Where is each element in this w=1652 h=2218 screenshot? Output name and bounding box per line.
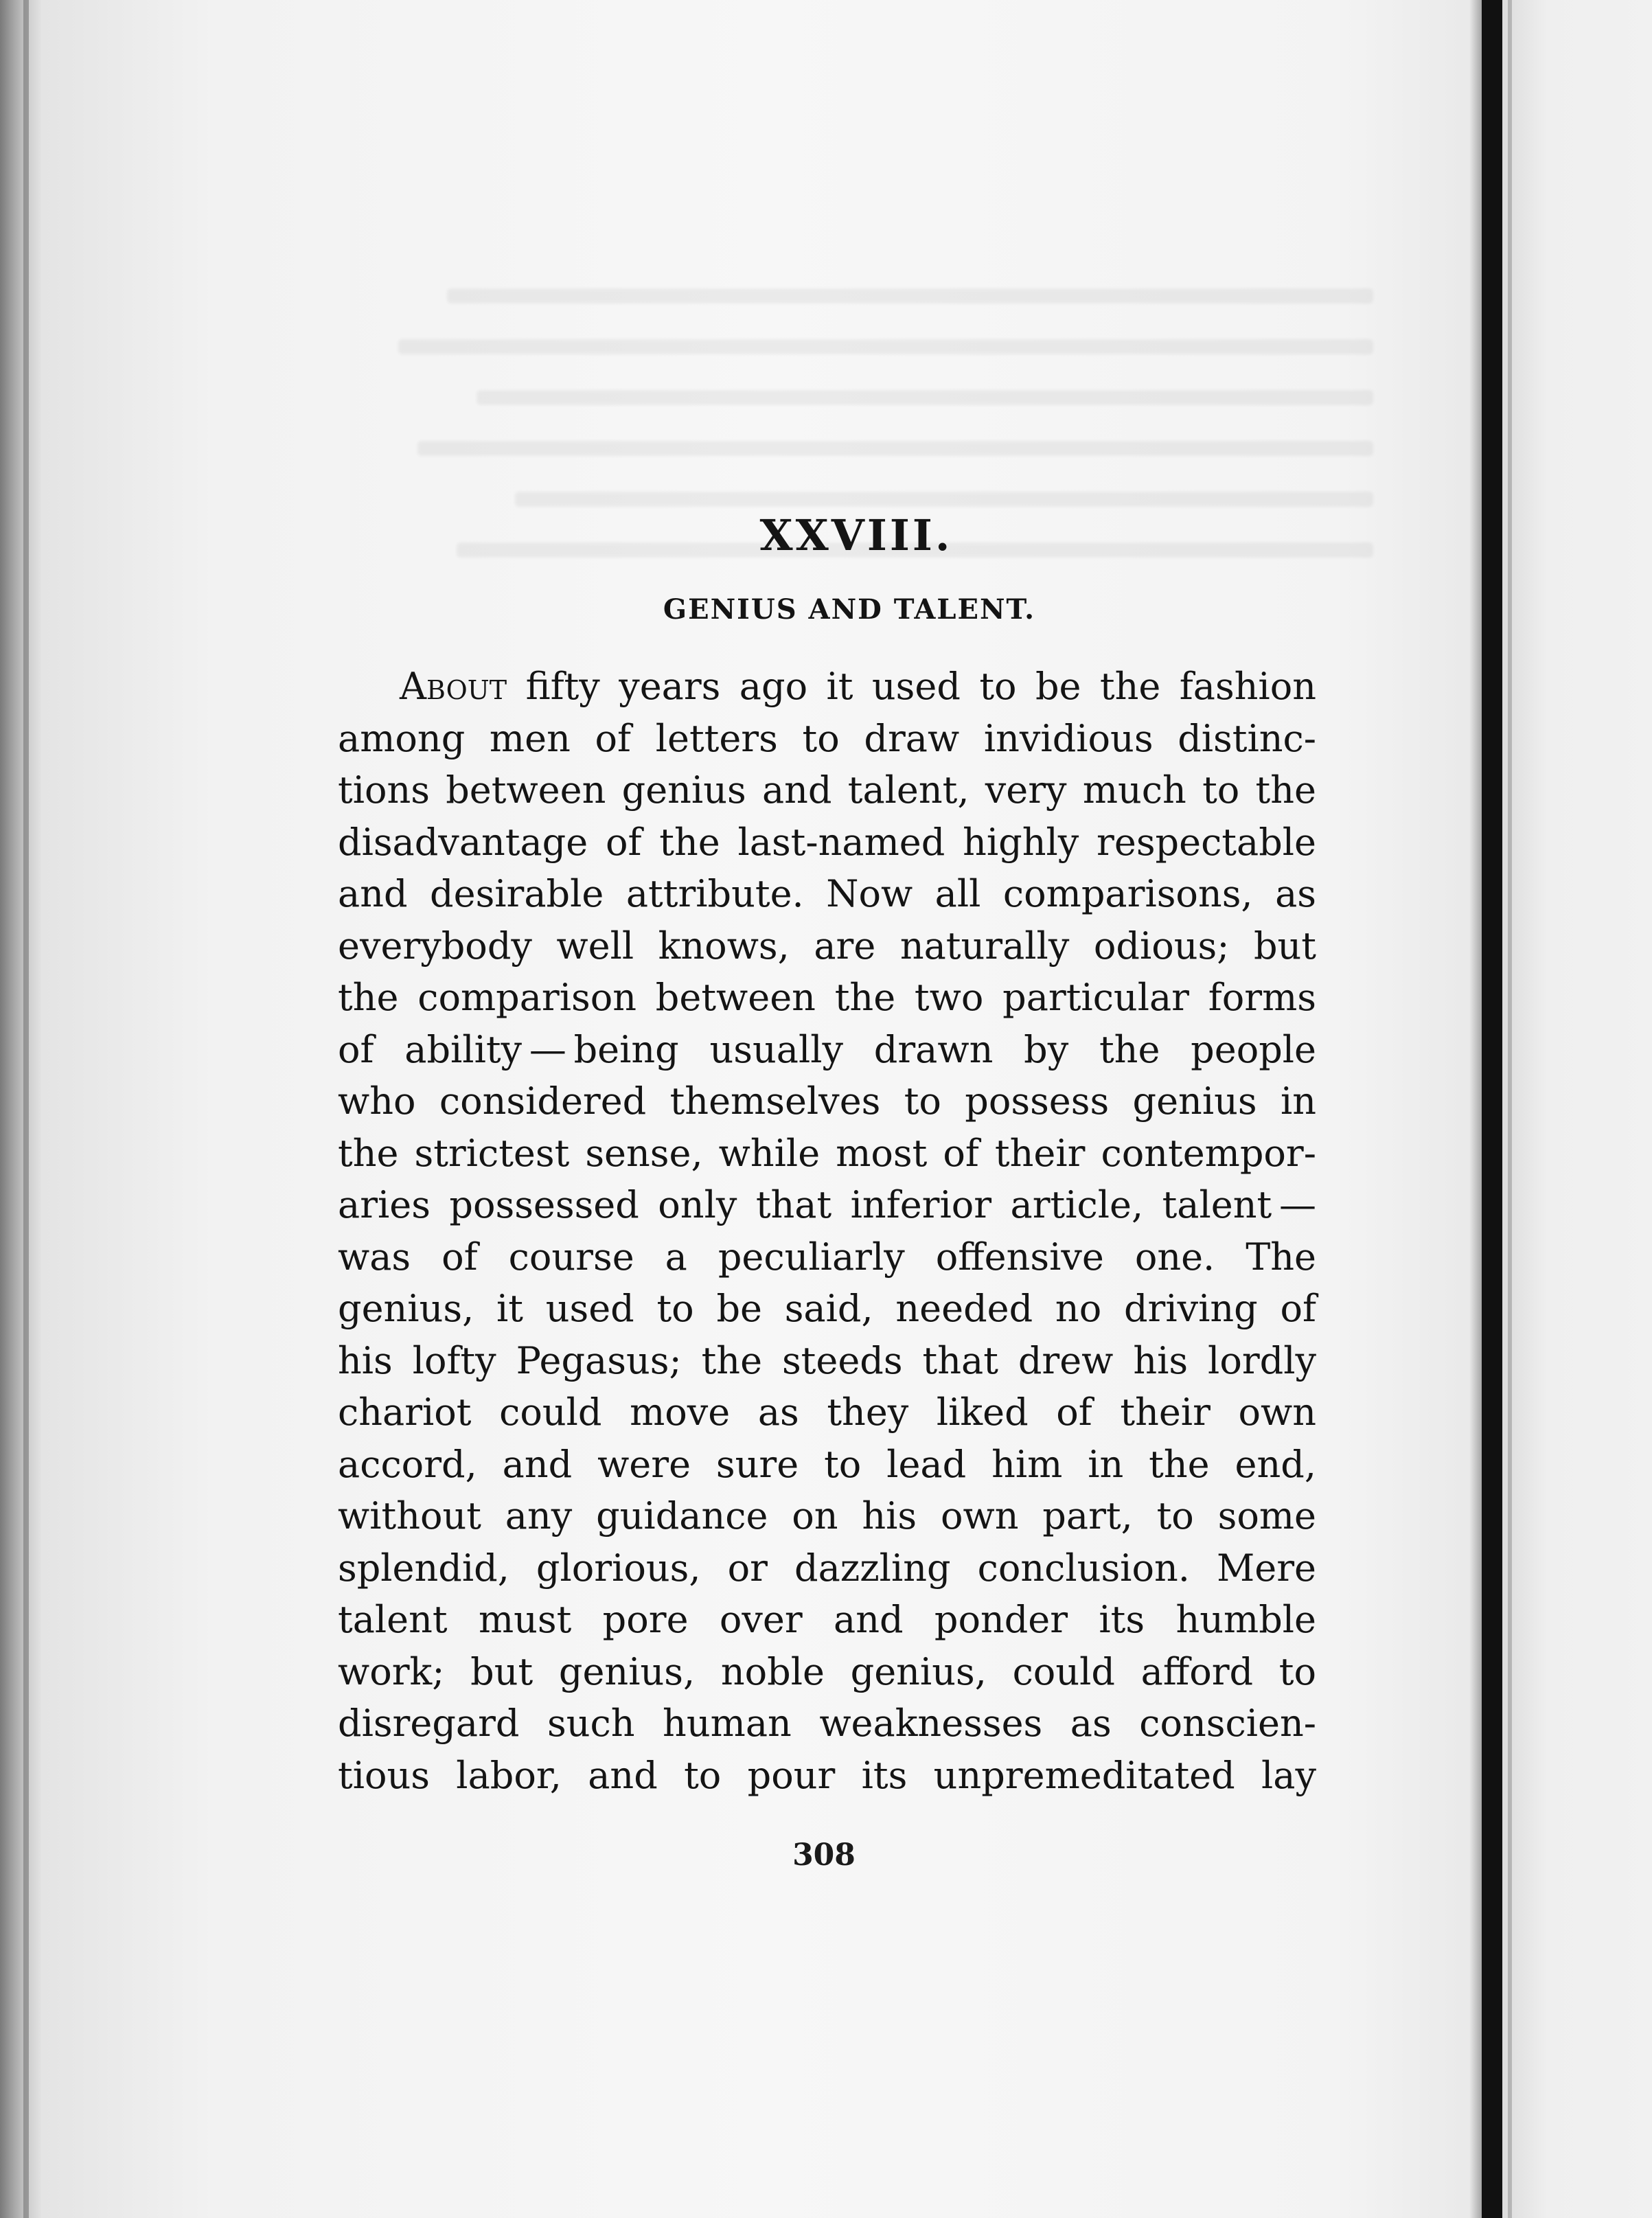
text-line: his lofty Pegasus; the steeds that drew his lordly [338,1338,1316,1382]
text-line: disregard such human weaknesses as conscien- [338,1702,1316,1745]
text-line: the comparison between the two particular forms [338,976,1316,1019]
text-line: among men of letters to draw invidious distinc- [338,716,1316,760]
text-line: talent must pore over and ponder its humble [338,1598,1316,1641]
text-line: tions between genius and talent, very much to the [338,768,1316,812]
text-line: work; but genius, noble genius, could afford to [338,1649,1316,1693]
text-line: the strictest sense, while most of their contempor- [338,1131,1316,1175]
text-line: disadvantage of the last-named highly respectable [338,820,1316,864]
text-line: and desirable attribute. Now all comparisons, as [338,872,1316,915]
text-line: chariot could move as they liked of their own [338,1391,1316,1434]
text-line: accord, and were sure to lead him in the end, [338,1442,1316,1486]
text-line: splendid, glorious, or dazzling conclusion. Mere [338,1546,1316,1590]
text-line: who considered themselves to possess genius in [338,1079,1316,1123]
text-line: tious labor, and to pour its unpremeditated lay [338,1753,1316,1797]
text-line: of ability — being usually drawn by the people [338,1027,1316,1071]
left-page-edge [0,0,41,2218]
text-line: genius, it used to be said, needed no driving of [338,1287,1316,1330]
text-line: everybody well knows, are naturally odious; but [338,924,1316,968]
chapter-number: XXVIII. [759,510,953,560]
body-paragraph [338,661,1320,1801]
facing-page-margin [1502,0,1652,2218]
facing-page-edge [1508,0,1512,2218]
chapter-title: GENIUS AND TALENT. [663,593,1036,626]
right-page-edge [1482,0,1502,2218]
text-line: without any guidance on his own part, to some [338,1494,1316,1537]
page-content [338,508,1320,1801]
text-line-rest: fifty years ago it used to be the fashion [507,665,1316,708]
text-line: was of course a peculiarly offensive one. The [338,1235,1316,1279]
page-number: 308 [792,1838,856,1873]
text-line: aries possessed only that inferior article, talent — [338,1183,1316,1226]
lead-word: About [400,665,507,708]
text-line [338,661,1316,713]
binding-line [23,0,29,2218]
